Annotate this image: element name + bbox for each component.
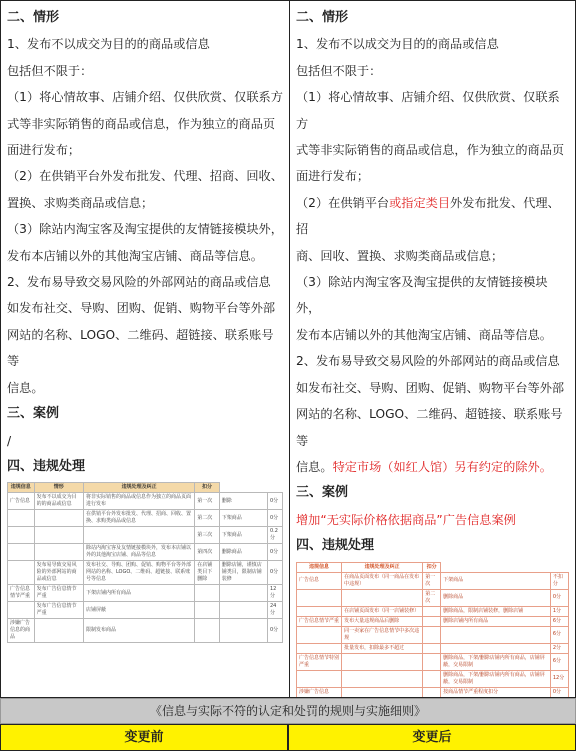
table-cell: 第一次 (423, 572, 441, 589)
table-cell: 不扣分 (550, 572, 568, 589)
table-cell (34, 510, 83, 527)
table-cell (219, 602, 267, 619)
after-line: 1、发布不以成交为目的的商品或信息 (296, 37, 499, 52)
before-line: / (7, 433, 12, 448)
table-row (297, 653, 569, 670)
table-cell: 删除商品 (219, 544, 267, 561)
table-cell (8, 561, 35, 585)
table-header-cell: 违规处理及纠正 (342, 562, 423, 572)
table-cell: 6分 (550, 653, 568, 670)
before-line: （3）除站内淘宝客及淘宝提供的友情链接模块外， (7, 222, 283, 237)
before-column (0, 0, 290, 698)
table-cell: 限制发布商品 (83, 619, 194, 643)
after-segment: 特定市场（如红人馆）另有约定的除外。 (332, 459, 552, 474)
table-cell: 在商品页面发布（同一商品在发布中违规） (342, 572, 423, 589)
table-cell: 发布广告信息情节严重 (34, 585, 83, 602)
table-row (297, 606, 569, 616)
table-row (8, 561, 283, 585)
table-row (8, 527, 283, 544)
before-line: 1、发布不以成交为目的的商品或信息 (7, 37, 210, 52)
table-cell: 1分 (550, 606, 568, 616)
before-heading: 三、案例 (7, 406, 60, 422)
table-cell: 下架商品 (219, 527, 267, 544)
table-cell: 下架商品 (441, 572, 551, 589)
after-line: 发布本店铺以外的其他淘宝店铺、商品等信息。 (296, 327, 552, 342)
table-cell: 0分 (267, 544, 282, 561)
after-line: （3）除站内淘宝客及淘宝提供的友情链接模块外， (296, 275, 548, 316)
table-cell (83, 527, 194, 544)
table-cell: 批量发布，扣除最多不超过 (342, 643, 423, 653)
table-cell: 在供销平台外发布批发、代理、招商、回收、置换、求购类商品或信息 (83, 510, 194, 527)
table-header-cell: 违规信息 (8, 483, 35, 493)
table-cell: 12分 (550, 670, 568, 687)
table-header-row (8, 483, 283, 493)
after-line: 商、回收、置换、求购类商品或信息； (296, 248, 504, 263)
table-cell (342, 687, 423, 697)
after-line: 网站的名称、LOGO、二维码、超链接、联系账号等 (296, 407, 563, 448)
table-cell (342, 670, 423, 687)
comparison-labels (0, 724, 576, 751)
table-cell: 12分 (267, 585, 282, 602)
table-cell: 6分 (550, 626, 568, 643)
after-heading: 四、违规处理 (296, 538, 375, 554)
table-cell (34, 544, 83, 561)
table-cell (423, 653, 441, 670)
table-cell (34, 527, 83, 544)
table-cell: 0分 (550, 589, 568, 606)
table-cell: 0分 (550, 687, 568, 697)
table-cell (441, 626, 551, 643)
table-cell: 0.2分 (267, 527, 282, 544)
table-cell (423, 687, 441, 697)
table-cell: 发布大量违规商品后删除 (342, 616, 423, 626)
table-cell (34, 619, 83, 643)
table-cell: 24分 (267, 602, 282, 619)
after-line: 式等非实际销售的商品或信息，作为独立的商品页 (296, 143, 565, 158)
after-segment: 或指定类目 (389, 195, 451, 210)
table-cell: 广告信息情节严重 (8, 585, 35, 602)
table-cell (423, 626, 441, 643)
before-line: 置换、求购类商品或信息； (7, 195, 154, 210)
table-cell: 删除店铺，谨慎店铺类目，限制店铺装修 (219, 561, 267, 585)
before-label: 变更前 (0, 724, 288, 751)
after-heading: 三、案例 (296, 485, 349, 501)
table-cell (8, 510, 35, 527)
after-segment: 外发布批发、代理、招 (296, 195, 560, 237)
table-cell (441, 643, 551, 653)
table-cell (8, 602, 35, 619)
table-row (297, 643, 569, 653)
table-row (8, 510, 283, 527)
table-header-cell: 违规处理及纠正 (83, 483, 194, 493)
table-cell: 第二次 (423, 589, 441, 606)
table-cell (297, 626, 342, 643)
table-cell: 发布社交、导购、团购、促销、购物平台等外部网站的名称、LOGO、二维码、超链接、联系账号等信息 (83, 561, 194, 585)
table-cell (423, 616, 441, 626)
table-row (8, 619, 283, 643)
table-cell: 第四次 (195, 544, 220, 561)
table-row (297, 626, 569, 643)
table-cell (297, 589, 342, 606)
table-cell (219, 619, 267, 643)
table-row (297, 589, 569, 606)
before-heading: 四、违规处理 (7, 458, 86, 474)
after-label: 变更后 (288, 724, 576, 751)
before-text (7, 5, 283, 480)
table-cell: 2分 (550, 643, 568, 653)
before-line: 包括但不限于： (7, 63, 93, 78)
table-cell: 6分 (550, 616, 568, 626)
table-cell (195, 602, 220, 619)
after-segment: 信息。 (296, 459, 333, 474)
table-cell: 店铺屏蔽 (83, 602, 194, 619)
table-cell: 发布不以成交为目的的商品或信息 (34, 493, 83, 510)
table-cell (8, 527, 35, 544)
table-cell: 删除商品 (441, 589, 551, 606)
table-row (8, 585, 283, 602)
table-cell: 0分 (267, 510, 282, 527)
after-line: （1）将心情故事、店铺介绍、仅供欣赏、仅联系方 (296, 90, 560, 131)
table-cell: 下架商品 (219, 510, 267, 527)
after-line: 面进行发布； (296, 169, 370, 184)
after-penalty-table (296, 562, 569, 698)
before-line: 2、发布易导致交易风险的外部网站的商品或信息 (7, 275, 271, 290)
table-cell: 删除商品，限制店铺装修，删除店铺 (441, 606, 551, 616)
table-cell: 广告信息 (8, 493, 35, 510)
table-cell: 发布易导致交易风险的外部网站的商品或信息 (34, 561, 83, 585)
table-row (8, 544, 283, 561)
after-segment: （2）在供销平台 (296, 195, 390, 210)
table-row (8, 602, 283, 619)
table-cell: 删除店铺内所有商品 (441, 616, 551, 626)
table-cell: 删除商品，下架/删除店铺内所有商品，店铺屏蔽，交易限制 (441, 653, 551, 670)
table-cell: 在店铺页面发布（同一店铺装修） (342, 606, 423, 616)
table-cell: 第二次 (195, 510, 220, 527)
table-cell: 按商品情节严重程度扣分 (441, 687, 551, 697)
table-row (297, 670, 569, 687)
table-cell: 涉嫌广告信息 (297, 687, 342, 697)
after-line (296, 190, 569, 243)
table-cell: 广告信息情节特别严重 (297, 653, 342, 670)
table-cell: 0分 (267, 619, 282, 643)
table-cell: 涉嫌广告信息的商品 (8, 619, 35, 643)
table-cell (195, 585, 220, 602)
table-cell (297, 606, 342, 616)
before-line: 式等非实际销售的商品或信息，作为独立的商品页 (7, 116, 276, 131)
table-row (297, 572, 569, 589)
table-cell (8, 544, 35, 561)
table-cell: 在店铺类目下删除 (195, 561, 220, 585)
table-cell: 发布广告信息情节严重 (34, 602, 83, 619)
table-row (297, 687, 569, 697)
table-cell: 删除商品，下架/删除店铺内所有商品，店铺屏蔽，交易限制 (441, 670, 551, 687)
table-cell: 下架店铺内所有商品 (83, 585, 194, 602)
before-penalty-table (7, 482, 283, 643)
table-cell (297, 643, 342, 653)
after-text (296, 5, 569, 560)
table-header-cell: 情形 (34, 483, 83, 493)
after-line (296, 454, 569, 480)
before-line: 面进行发布； (7, 143, 81, 158)
table-header-row (297, 562, 569, 572)
after-line: 包括但不限于： (296, 63, 382, 78)
table-cell (423, 606, 441, 616)
before-line: 如发布社交、导购、团购、促销、购物平台等外部 (7, 301, 276, 316)
table-header-cell: 扣分 (423, 562, 441, 572)
rule-title: 《信息与实际不符的认定和处罚的规则与实施细则》 (0, 698, 576, 724)
table-row (297, 616, 569, 626)
table-cell (297, 670, 342, 687)
before-line: （2）在供销平台外发布批发、代理、招商、回收、 (7, 169, 283, 184)
table-cell (342, 589, 423, 606)
table-cell (423, 643, 441, 653)
table-row (8, 493, 283, 510)
table-cell (195, 619, 220, 643)
after-column (289, 0, 576, 698)
table-cell (423, 670, 441, 687)
table-cell (219, 585, 267, 602)
table-cell: 除站内淘宝客及友情链接模块外，发布本店铺以外的其他淘宝店铺、商品等信息 (83, 544, 194, 561)
table-cell: 第三次 (195, 527, 220, 544)
before-line: 网站的名称、LOGO、二维码、超链接、联系账号等 (7, 327, 274, 369)
table-cell: 将非实际销售的商品或信息作为独立的商品页面进行发布 (83, 493, 194, 510)
table-cell: 广告信息情节严重 (297, 616, 342, 626)
table-cell: 广告信息 (297, 572, 342, 589)
table-cell (342, 653, 423, 670)
table-cell: 删除 (219, 493, 267, 510)
before-line: 发布本店铺以外的其他淘宝店铺、商品等信息。 (7, 248, 263, 263)
after-line: 2、发布易导致交易风险的外部网站的商品或信息 (296, 354, 560, 369)
table-cell: 第一次 (195, 493, 220, 510)
before-line: 信息。 (7, 380, 44, 395)
table-cell: 0分 (267, 561, 282, 585)
after-heading: 二、情形 (296, 10, 349, 25)
after-line: 增加“无实际价格依据商品”广告信息案例 (296, 512, 516, 527)
before-line: （1）将心情故事、店铺介绍、仅供欣赏、仅联系方 (7, 90, 283, 105)
after-line: 如发布社交、导购、团购、促销、购物平台等外部 (296, 380, 565, 395)
table-header-cell: 违规信息 (297, 562, 342, 572)
before-heading: 二、情形 (7, 10, 60, 25)
table-cell: 0分 (267, 493, 282, 510)
table-header-cell: 扣分 (195, 483, 220, 493)
table-cell: 同一卖家在广告信息情节中多次违规 (342, 626, 423, 643)
